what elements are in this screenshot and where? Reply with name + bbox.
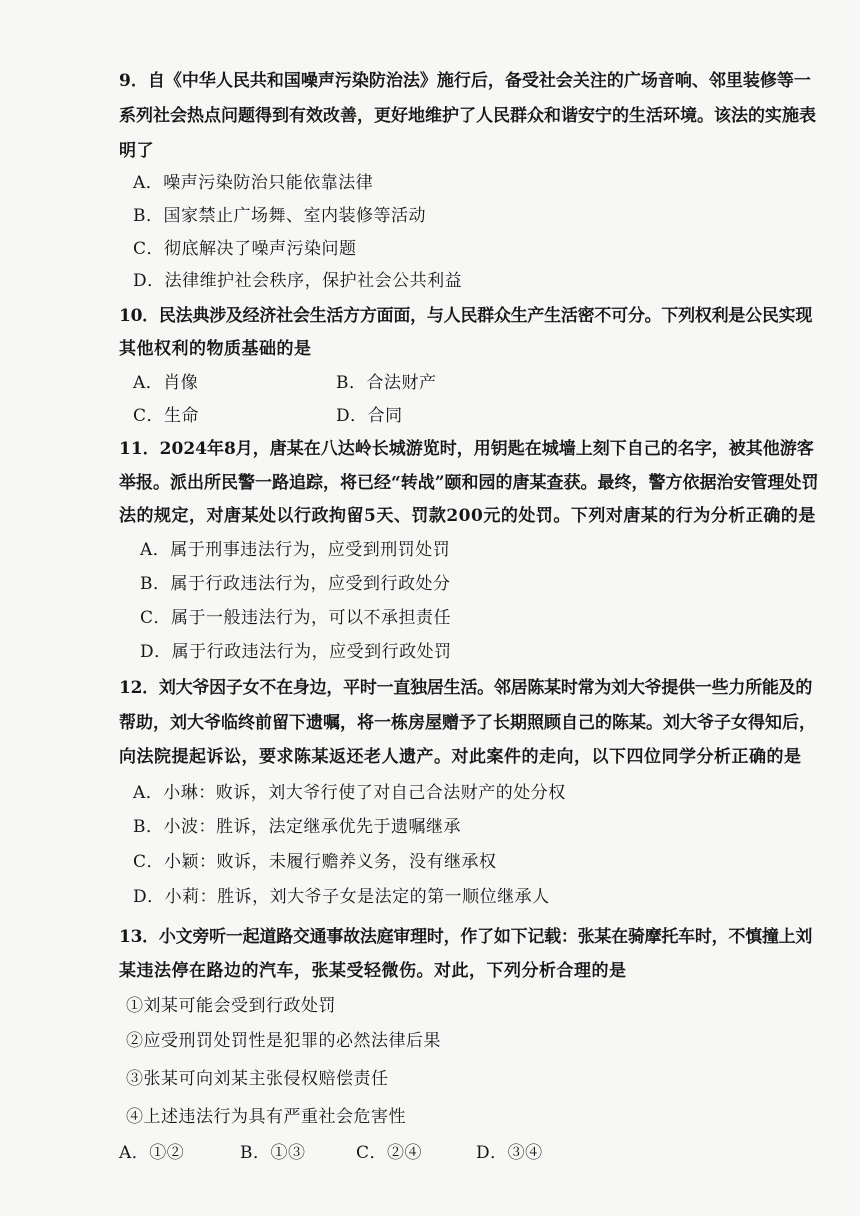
q9-stem-line-2: 系列社会热点问题得到有效改善，更好地维护了人民群众和谐安宁的生活环境。该法的实施表 — [119, 106, 816, 126]
q12-option-b: B．小波：胜诉，法定继承优先于遗嘱继承 — [133, 817, 461, 837]
q13-statement-3: ③张某可向刘某主张侵权赔偿责任 — [126, 1069, 389, 1089]
q12-option-d: D．小莉：胜诉，刘大爷子女是法定的第一顺位继承人 — [133, 887, 550, 907]
q13-statement-1: ①刘某可能会受到行政处罚 — [126, 996, 336, 1016]
q9-stem-line-3: 明了 — [119, 141, 154, 161]
q10-option-b: B．合法财产 — [336, 373, 437, 393]
q10-option-c: C．生命 — [133, 406, 200, 426]
q13-statement-2: ②应受刑罚处罚性是犯罪的必然法律后果 — [126, 1031, 441, 1051]
q9-option-d: D．法律维护社会秩序，保护社会公共利益 — [133, 271, 463, 291]
q13-option-c: C．②④ — [356, 1143, 423, 1163]
q10-option-a: A．肖像 — [133, 373, 199, 393]
q11-option-d: D．属于行政违法行为，应受到行政处罚 — [140, 642, 452, 662]
q9-option-b: B．国家禁止广场舞、室内装修等活动 — [133, 206, 426, 226]
q11-stem-line-3: 法的规定，对唐某处以行政拘留5天、罚款200元的处罚。下列对唐某的行为分析正确的是 — [119, 506, 816, 526]
q10-stem-line-2: 其他权利的物质基础的是 — [119, 339, 312, 359]
q11-option-a: A．属于刑事违法行为，应受到刑罚处罚 — [140, 540, 451, 560]
q11-stem-line-2: 举报。派出所民警一路追踪，将已经“转战”颐和园的唐某查获。最终，警方依据治安管理处罚 — [119, 473, 819, 493]
q12-stem-line-3: 向法院提起诉讼，要求陈某返还老人遗产。对此案件的走向，以下四位同学分析正确的是 — [119, 747, 802, 767]
q13-option-a: A．①② — [119, 1143, 185, 1163]
q11-option-b: B．属于行政违法行为，应受到行政处分 — [140, 574, 451, 594]
q10-option-d: D．合同 — [336, 406, 403, 426]
q11-option-c: C．属于一般违法行为，可以不承担责任 — [140, 608, 452, 628]
q12-stem-line-1: 12．刘大爷因子女不在身边，平时一直独居生活。邻居陈某时常为刘大爷提供一些力所能及的 — [119, 678, 813, 698]
q13-option-d: D．③④ — [476, 1143, 543, 1163]
q9-stem-line-1: 9．自《中华人民共和国噪声污染防治法》施行后，备受社会关注的广场音响、邻里装修等一 — [119, 71, 811, 91]
q13-stem-line-2: 某违法停在路边的汽车，张某受轻微伤。对此，下列分析合理的是 — [119, 961, 627, 981]
q13-stem-line-1: 13．小文旁听一起道路交通事故法庭审理时，作了如下记载：张某在骑摩托车时，不慎撞上刘 — [119, 927, 813, 947]
q9-option-c: C．彻底解决了噪声污染问题 — [133, 239, 357, 259]
q12-option-a: A．小琳：败诉，刘大爷行使了对自己合法财产的处分权 — [133, 783, 566, 803]
q13-statement-4: ④上述违法行为具有严重社会危害性 — [126, 1107, 406, 1127]
q11-stem-line-1: 11．2024年8月，唐某在八达岭长城游览时，用钥匙在城墙上刻下自己的名字，被其他游客 — [119, 439, 814, 459]
q13-option-b: B．①③ — [240, 1143, 306, 1163]
q10-stem-line-1: 10．民法典涉及经济社会生活方方面面，与人民群众生产生活密不可分。下列权利是公民实现 — [119, 306, 813, 326]
q12-stem-line-2: 帮助，刘大爷临终前留下遗嘱，将一栋房屋赠予了长期照顾自己的陈某。刘大爷子女得知后， — [119, 713, 816, 733]
q12-option-c: C．小颖：败诉，未履行赡养义务，没有继承权 — [133, 852, 497, 872]
q9-option-a: A．噪声污染防治只能依靠法律 — [133, 173, 374, 193]
